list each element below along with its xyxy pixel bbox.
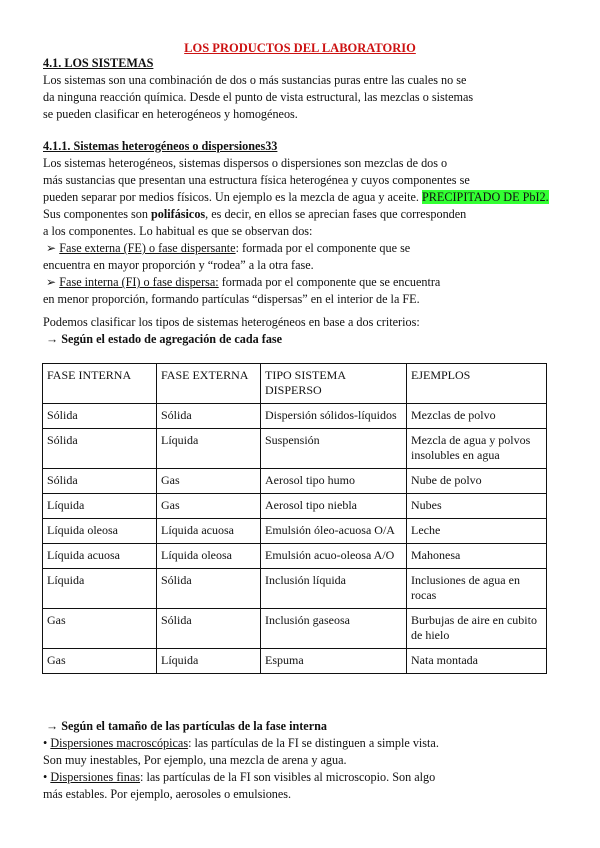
section-heading: 4.1. LOS SISTEMAS (43, 56, 154, 70)
term-dispersiones-finas: Dispersiones finas (50, 770, 141, 784)
bullet-dot-icon: • (43, 736, 48, 750)
intro-line-2: da ninguna reacción química. Desde el punto de vista estructural, las mezclas o sistemas (43, 90, 474, 104)
table-row (43, 519, 547, 544)
table-cell: Gas (157, 494, 261, 519)
header-ejemplos: EJEMPLOS (407, 364, 547, 404)
header-fase-externa: FASE EXTERNA (157, 364, 261, 404)
body-line-5: a los componentes. Lo habitual es que se observan dos: (43, 224, 313, 238)
table-cell: Aerosol tipo humo (261, 469, 407, 494)
body-line-1: Los sistemas heterogéneos, sistemas dispersos o dispersiones son mezclas de dos o (43, 156, 448, 170)
table-cell: Burbujas de aire en cubito de hielo (407, 609, 547, 649)
table-cell: Nube de polvo (407, 469, 547, 494)
right-arrow-icon: → (46, 332, 59, 346)
table-cell: Inclusión líquida (261, 569, 407, 609)
body-line-2: más sustancias que presentan una estructura física heterogénea y cuyos componentes se (43, 173, 470, 187)
table-cell: Nata montada (407, 649, 547, 674)
table-cell: Dispersión sólidos-líquidos (261, 404, 407, 429)
table-cell: Mezclas de polvo (407, 404, 547, 429)
bullet-arrowhead-icon: ➢ (46, 275, 57, 289)
bold-term-polifasicos: polifásicos (151, 207, 206, 221)
body-line-3 (43, 189, 549, 206)
intro-line-3: se pueden clasificar en heterogéneos y homogéneos. (43, 107, 298, 121)
table-row (43, 469, 547, 494)
classify-line: Podemos clasificar los tipos de sistemas heterogéneos en base a dos criterios: (43, 315, 420, 329)
intro-line-1: Los sistemas son una combinación de dos o más sustancias puras entre las cuales no se (43, 73, 467, 87)
table-cell: Líquida (43, 569, 157, 609)
table-cell: Gas (43, 609, 157, 649)
bullet-fase-interna (46, 274, 440, 291)
table-cell: Líquida (43, 494, 157, 519)
body-line-4-post: , es decir, en ellos se aprecian fases que corresponden (205, 207, 467, 221)
body-line-4-pre: Sus componentes son (43, 207, 151, 221)
table-cell: Líquida (157, 649, 261, 674)
term-fase-interna: Fase interna (FI) o fase dispersa: (59, 275, 219, 289)
criterion-1 (46, 331, 282, 348)
bullet-fase-externa-cont: encuentra en mayor proporción y “rodea” a la otra fase. (43, 258, 314, 272)
criterion-1-label: Según el estado de agregación de cada fase (61, 332, 283, 346)
table-cell: Mahonesa (407, 544, 547, 569)
right-arrow-icon: → (46, 719, 59, 733)
table-cell: Sólida (43, 429, 157, 469)
dispersion-types-table (42, 363, 547, 674)
table-cell: Líquida (157, 429, 261, 469)
size-item-2-cont: más estables. Por ejemplo, aerosoles o emulsiones. (43, 787, 292, 801)
table-cell: Nubes (407, 494, 547, 519)
table-cell: Emulsión óleo-acuosa O/A (261, 519, 407, 544)
bullet-fase-interna-cont: en menor proporción, formando partículas “dispersas” en el interior de la FE. (43, 292, 420, 306)
table-cell: Aerosol tipo niebla (261, 494, 407, 519)
size-item-2 (43, 769, 435, 786)
table-row (43, 544, 547, 569)
table-cell: Sólida (43, 404, 157, 429)
criterion-2 (46, 718, 327, 735)
table-cell: Emulsión acuo-oleosa A/O (261, 544, 407, 569)
table-cell: Leche (407, 519, 547, 544)
table-cell: Suspensión (261, 429, 407, 469)
table-cell: Sólida (43, 469, 157, 494)
table-cell: Líquida oleosa (157, 544, 261, 569)
body-line-3-text: pueden separar por medios físicos. Un ejemplo es la mezcla de agua y aceite. (43, 190, 423, 204)
bullet-arrowhead-icon: ➢ (46, 241, 57, 255)
table-cell: Gas (157, 469, 261, 494)
table-row (43, 494, 547, 519)
table-cell: Espuma (261, 649, 407, 674)
table-cell: Sólida (157, 569, 261, 609)
size-item-1-rest: : las partículas de la FI se distinguen a simple vista. (188, 736, 439, 750)
table-row (43, 569, 547, 609)
header-tipo-sistema: TIPO SISTEMA DISPERSO (261, 364, 407, 404)
table-cell: Inclusiones de agua en rocas (407, 569, 547, 609)
term-fase-externa: Fase externa (FE) o fase dispersante (59, 241, 236, 255)
table-cell: Líquida acuosa (157, 519, 261, 544)
table-row (43, 404, 547, 429)
body-line-4 (43, 206, 466, 223)
table-row (43, 429, 547, 469)
term-dispersiones-macroscopicas: Dispersiones macroscópicas (50, 736, 189, 750)
table-cell: Inclusión gaseosa (261, 609, 407, 649)
table-cell: Sólida (157, 609, 261, 649)
table-cell: Mezcla de agua y polvos insolubles en agua (407, 429, 547, 469)
subsection-heading: 4.1.1. Sistemas heterogéneos o dispersiones33 (43, 139, 278, 153)
table-cell: Líquida oleosa (43, 519, 157, 544)
table-row (43, 649, 547, 674)
bullet-1-rest: : formada por el componente que se (235, 241, 411, 255)
table-row (43, 609, 547, 649)
size-item-2-rest: : las partículas de la FI son visibles al microscopio. Son algo (140, 770, 436, 784)
table-cell: Líquida acuosa (43, 544, 157, 569)
table-header-row (43, 364, 547, 404)
table-cell: Sólida (157, 404, 261, 429)
bullet-fase-externa (46, 240, 410, 257)
bullet-dot-icon: • (43, 770, 48, 784)
highlighted-note: PRECIPITADO DE PbI2. (422, 190, 549, 204)
bullet-2-rest: formada por el componente que se encuentra (218, 275, 441, 289)
document-title: LOS PRODUCTOS DEL LABORATORIO (184, 41, 416, 55)
criterion-2-label: Según el tamaño de las partículas de la fase interna (61, 719, 327, 733)
size-item-1-cont: Son muy inestables, Por ejemplo, una mezcla de arena y agua. (43, 753, 347, 767)
header-fase-interna: FASE INTERNA (43, 364, 157, 404)
table-cell: Gas (43, 649, 157, 674)
size-item-1 (43, 735, 439, 752)
